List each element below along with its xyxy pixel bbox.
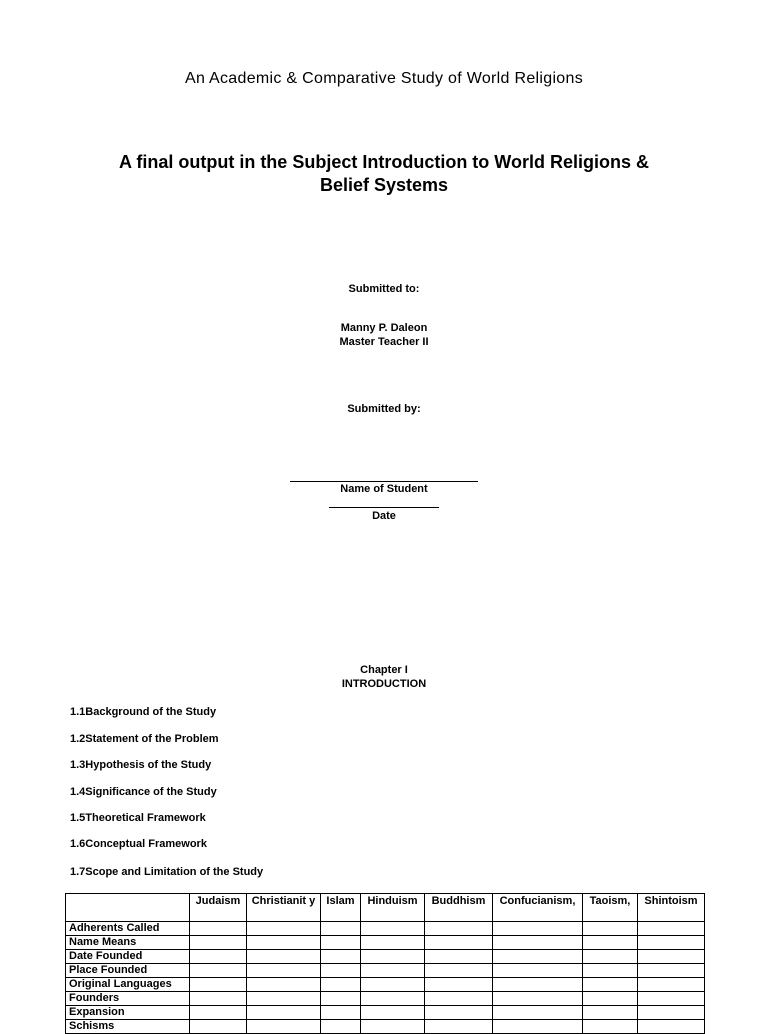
table-cell (425, 1020, 493, 1034)
table-cell (425, 922, 493, 936)
output-title-line-1: A final output in the Subject Introduction to World Religions & (119, 152, 649, 172)
toc-item: 1.6Conceptual Framework (70, 838, 207, 850)
table-row (66, 964, 705, 978)
table-header-cell: Shintoism (638, 894, 705, 922)
table-cell (638, 1020, 705, 1034)
table-cell (321, 950, 361, 964)
table-cell (321, 922, 361, 936)
table-cell (638, 1006, 705, 1020)
table-cell (425, 1006, 493, 1020)
submitted-to-label: Submitted to: (348, 283, 420, 295)
table-cell (493, 950, 583, 964)
table-header-cell: Confucianism, (493, 894, 583, 922)
table-row (66, 992, 705, 1006)
row-label: Date Founded (66, 950, 190, 964)
table-cell (190, 964, 247, 978)
table-header-cell: Taoism, (583, 894, 638, 922)
table-row (66, 978, 705, 992)
table-row (66, 950, 705, 964)
table-cell (638, 922, 705, 936)
table-cell (583, 950, 638, 964)
table-cell (321, 1006, 361, 1020)
table-cell (425, 978, 493, 992)
toc-item: 1.4Significance of the Study (70, 786, 217, 798)
table-cell (583, 978, 638, 992)
table-cell (190, 936, 247, 950)
toc-item: 1.2Statement of the Problem (70, 733, 219, 745)
output-title (0, 151, 768, 197)
table-cell (361, 936, 425, 950)
table-header-cell: Hinduism (361, 894, 425, 922)
study-title: An Academic & Comparative Study of World Religions (185, 70, 583, 87)
table-row (66, 1006, 705, 1020)
submitted-by-label: Submitted by: (347, 403, 421, 415)
table-cell (247, 1020, 321, 1034)
table-cell (321, 936, 361, 950)
toc-item: 1.5Theoretical Framework (70, 812, 206, 824)
table-cell (638, 936, 705, 950)
table-header-cell (66, 894, 190, 922)
table-header-row (66, 894, 705, 922)
table-header-cell: Islam (321, 894, 361, 922)
table-cell (493, 978, 583, 992)
table-cell (321, 992, 361, 1006)
table-cell (638, 964, 705, 978)
table-cell (361, 992, 425, 1006)
table-row (66, 1020, 705, 1034)
row-label: Founders (66, 992, 190, 1006)
table-cell (190, 922, 247, 936)
table-cell (247, 978, 321, 992)
table-cell (583, 1020, 638, 1034)
table-cell (361, 978, 425, 992)
table-cell (190, 950, 247, 964)
table-cell (247, 936, 321, 950)
table-cell (361, 1006, 425, 1020)
chapter-title: INTRODUCTION (341, 678, 427, 690)
table-cell (247, 992, 321, 1006)
row-label: Adherents Called (66, 922, 190, 936)
table-cell (493, 1020, 583, 1034)
row-label: Expansion (66, 1006, 190, 1020)
table-cell (361, 950, 425, 964)
date-label: Date (372, 510, 396, 522)
teacher-name: Manny P. Daleon (340, 322, 428, 334)
row-label: Place Founded (66, 964, 190, 978)
output-title-line-2: Belief Systems (319, 175, 449, 195)
table-cell (638, 950, 705, 964)
table-cell (638, 978, 705, 992)
table-cell (425, 936, 493, 950)
table-cell (190, 1020, 247, 1034)
table-cell (247, 950, 321, 964)
table-cell (583, 964, 638, 978)
table-cell (247, 964, 321, 978)
table-cell (321, 964, 361, 978)
table-cell (425, 992, 493, 1006)
table-cell (425, 950, 493, 964)
table-header-cell: Judaism (190, 894, 247, 922)
row-label: Name Means (66, 936, 190, 950)
table-row (66, 936, 705, 950)
table-cell (190, 978, 247, 992)
table-cell (493, 992, 583, 1006)
table-cell (321, 1020, 361, 1034)
table-cell (247, 922, 321, 936)
table-cell (321, 978, 361, 992)
table-header-cell: Buddhism (425, 894, 493, 922)
table-cell (493, 964, 583, 978)
toc-item: 1.7Scope and Limitation of the Study (70, 866, 264, 878)
table-cell (583, 1006, 638, 1020)
table-cell (425, 964, 493, 978)
table-cell (493, 936, 583, 950)
date-line (329, 507, 439, 508)
table-cell (361, 1020, 425, 1034)
table-cell (583, 936, 638, 950)
comparison-table (65, 893, 705, 1034)
table-cell (583, 992, 638, 1006)
table-cell (638, 992, 705, 1006)
table-cell (361, 964, 425, 978)
table-row (66, 922, 705, 936)
table-cell (247, 1006, 321, 1020)
table-cell (493, 1006, 583, 1020)
table-header-cell: Christianit y (247, 894, 321, 922)
table-cell (493, 922, 583, 936)
toc-item: 1.3Hypothesis of the Study (70, 759, 212, 771)
table-cell (361, 922, 425, 936)
row-label: Schisms (66, 1020, 190, 1034)
table-cell (583, 922, 638, 936)
teacher-position: Master Teacher II (339, 336, 429, 348)
row-label: Original Languages (66, 978, 190, 992)
toc-item: 1.1Background of the Study (70, 706, 217, 718)
student-name-label: Name of Student (340, 483, 428, 495)
chapter-label: Chapter I (360, 664, 408, 676)
table-cell (190, 992, 247, 1006)
table-cell (190, 1006, 247, 1020)
